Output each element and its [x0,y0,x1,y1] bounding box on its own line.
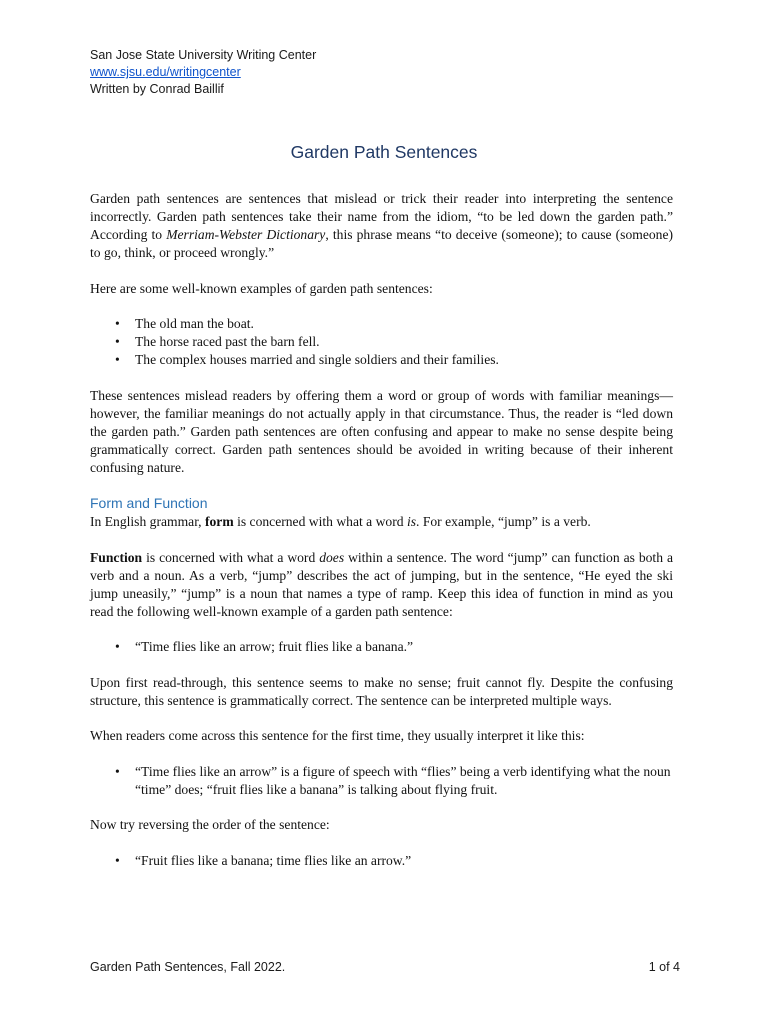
document-body [90,190,673,887]
list-item: • “Time flies like an arrow; fruit flies like a banana.” [115,639,414,654]
examples-list [90,315,673,369]
bullet-icon: • [115,639,120,654]
intro-paragraph: Garden path sentences are sentences that mislead or trick their reader into interpreting the sentence incorrectly. Garden path sentences take their name from the idiom, “to be led down the garden path.” According to Merriam-Webster Dictionary, this phrase means “to deceive (someone); to cause (someone) to go, think, or proceed wrongly.” [90,191,674,260]
org-name: San Jose State University Writing Center [90,48,317,62]
page-title: Garden Path Sentences [290,142,478,162]
page-header [90,47,316,98]
explanation-paragraph: These sentences mislead readers by offering them a word or group of words with familiar meanings—however, the familiar meanings do not actually apply in that circumstance. Thus, the reader is “led down the garden path.” Garden path sentences are often confusing and appear to make no sense despite being grammatically correct. Garden path sentences should be avoided in writing because of their inherent confusing nature. [90,387,673,475]
page-footer [90,960,680,974]
reverse-intro: Now try reversing the order of the sentence: [90,817,330,832]
author-line: Written by Conrad Baillif [90,82,224,96]
form-paragraph: In English grammar, form is concerned with what a word is. For example, “jump” is a verb. [90,514,591,529]
interpretation-list [90,763,673,799]
section-heading: Form and Function [90,495,208,511]
time-flies-list [90,638,673,656]
dictionary-title: Merriam-Webster Dictionary [166,227,326,242]
website-link[interactable]: www.sjsu.edu/writingcenter [90,65,241,79]
footer-title: Garden Path Sentences, Fall 2022. [90,960,286,974]
first-read-paragraph: Upon first read-through, this sentence seems to make no sense; fruit cannot fly. Despite the confusing structure, this sentence is grammatically correct. The sentence can be interpreted multiple ways. [90,674,673,708]
bullet-icon: • [115,352,120,367]
function-paragraph: Function is concerned with what a word does within a sentence. The word “jump” can function as both a verb and a noun. As a verb, “jump” describes the act of jumping, but in the sentence, “He eyed the ski jump uneasily,” “jump” is a noun that names a type of ramp. Keep this idea of function in mind as you read the following well-known example of a garden path sentence: [90,549,673,619]
bullet-icon: • [115,334,120,349]
list-item: • The complex houses married and single soldiers and their families. [115,352,499,367]
function-term: Function [90,549,143,565]
reversed-list [90,852,673,870]
page-number: 1 of 4 [648,960,680,974]
bullet-icon: • [115,763,120,779]
list-item: • “Fruit flies like a banana; time flies like an arrow.” [115,852,412,868]
bullet-icon: • [115,852,120,868]
bullet-icon: • [115,316,120,331]
list-item: • “Time flies like an arrow” is a figure of speech with “flies” being a verb identifying what the noun “time” does; “fruit flies like a banana” is talking about flying fruit. [115,763,671,797]
form-term: form [204,514,234,529]
list-item: • The horse raced past the barn fell. [115,334,320,349]
interpret-intro: When readers come across this sentence for the first time, they usually interpret it like this: [90,728,585,743]
list-item: • The old man the boat. [115,316,254,331]
examples-intro: Here are some well-known examples of garden path sentences: [90,280,433,296]
